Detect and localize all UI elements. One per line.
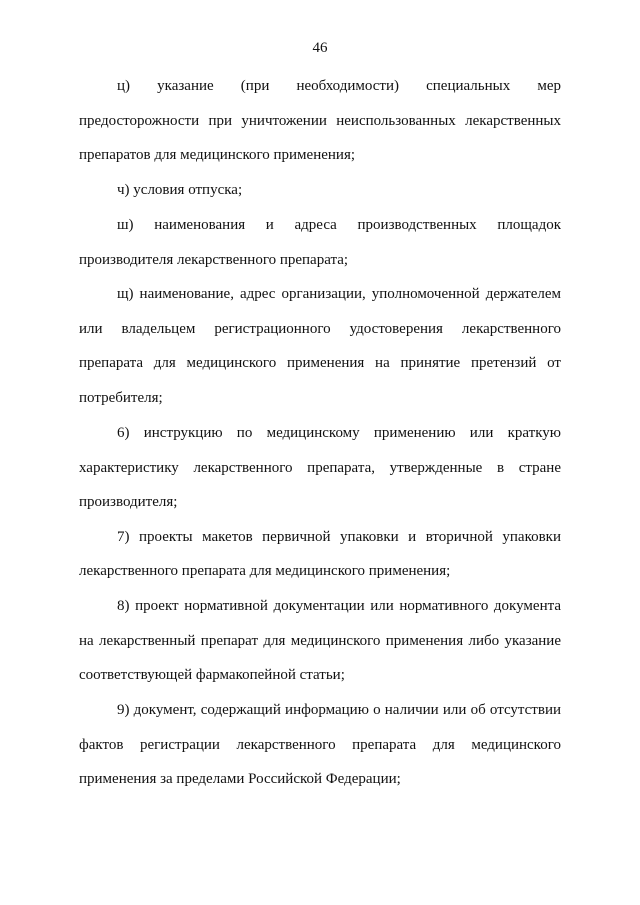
text-line: или владельцем регистрационного удостоверения лекарственного [79,321,561,337]
text-line: производителя; [79,494,178,510]
text-line: предосторожности при уничтожении неиспользованных лекарственных [79,113,561,129]
text-line: потребителя; [79,390,163,406]
text-line: ц) указание (при необходимости) специальных мер [117,78,561,94]
text-line: применения за пределами Российской Федерации; [79,771,401,787]
text-line: препарата для медицинского применения на принятие претензий от [79,355,561,371]
text-line: 7) проекты макетов первичной упаковки и вторичной упаковки [117,529,561,545]
text-line: лекарственного препарата для медицинского применения; [79,563,451,579]
text-line: соответствующей фармакопейной статьи; [79,667,345,683]
text-line: 8) проект нормативной документации или нормативного документа [117,598,561,614]
text-line: ш) наименования и адреса производственных площадок [117,217,561,233]
text-line: ч) условия отпуска; [117,182,243,198]
page-number: 46 [312,40,328,56]
text-line: на лекарственный препарат для медицинского применения либо указание [79,633,561,649]
text-line: фактов регистрации лекарственного препарата для медицинского [79,737,561,753]
text-line: производителя лекарственного препарата; [79,252,349,268]
text-line: 6) инструкцию по медицинскому применению или краткую [117,425,561,441]
text-line: характеристику лекарственного препарата, утвержденные в стране [79,460,561,476]
text-line: щ) наименование, адрес организации, уполномоченной держателем [117,286,561,302]
text-line: препаратов для медицинского применения; [79,147,356,163]
text-line: 9) документ, содержащий информацию о наличии или об отсутствии [117,702,561,718]
